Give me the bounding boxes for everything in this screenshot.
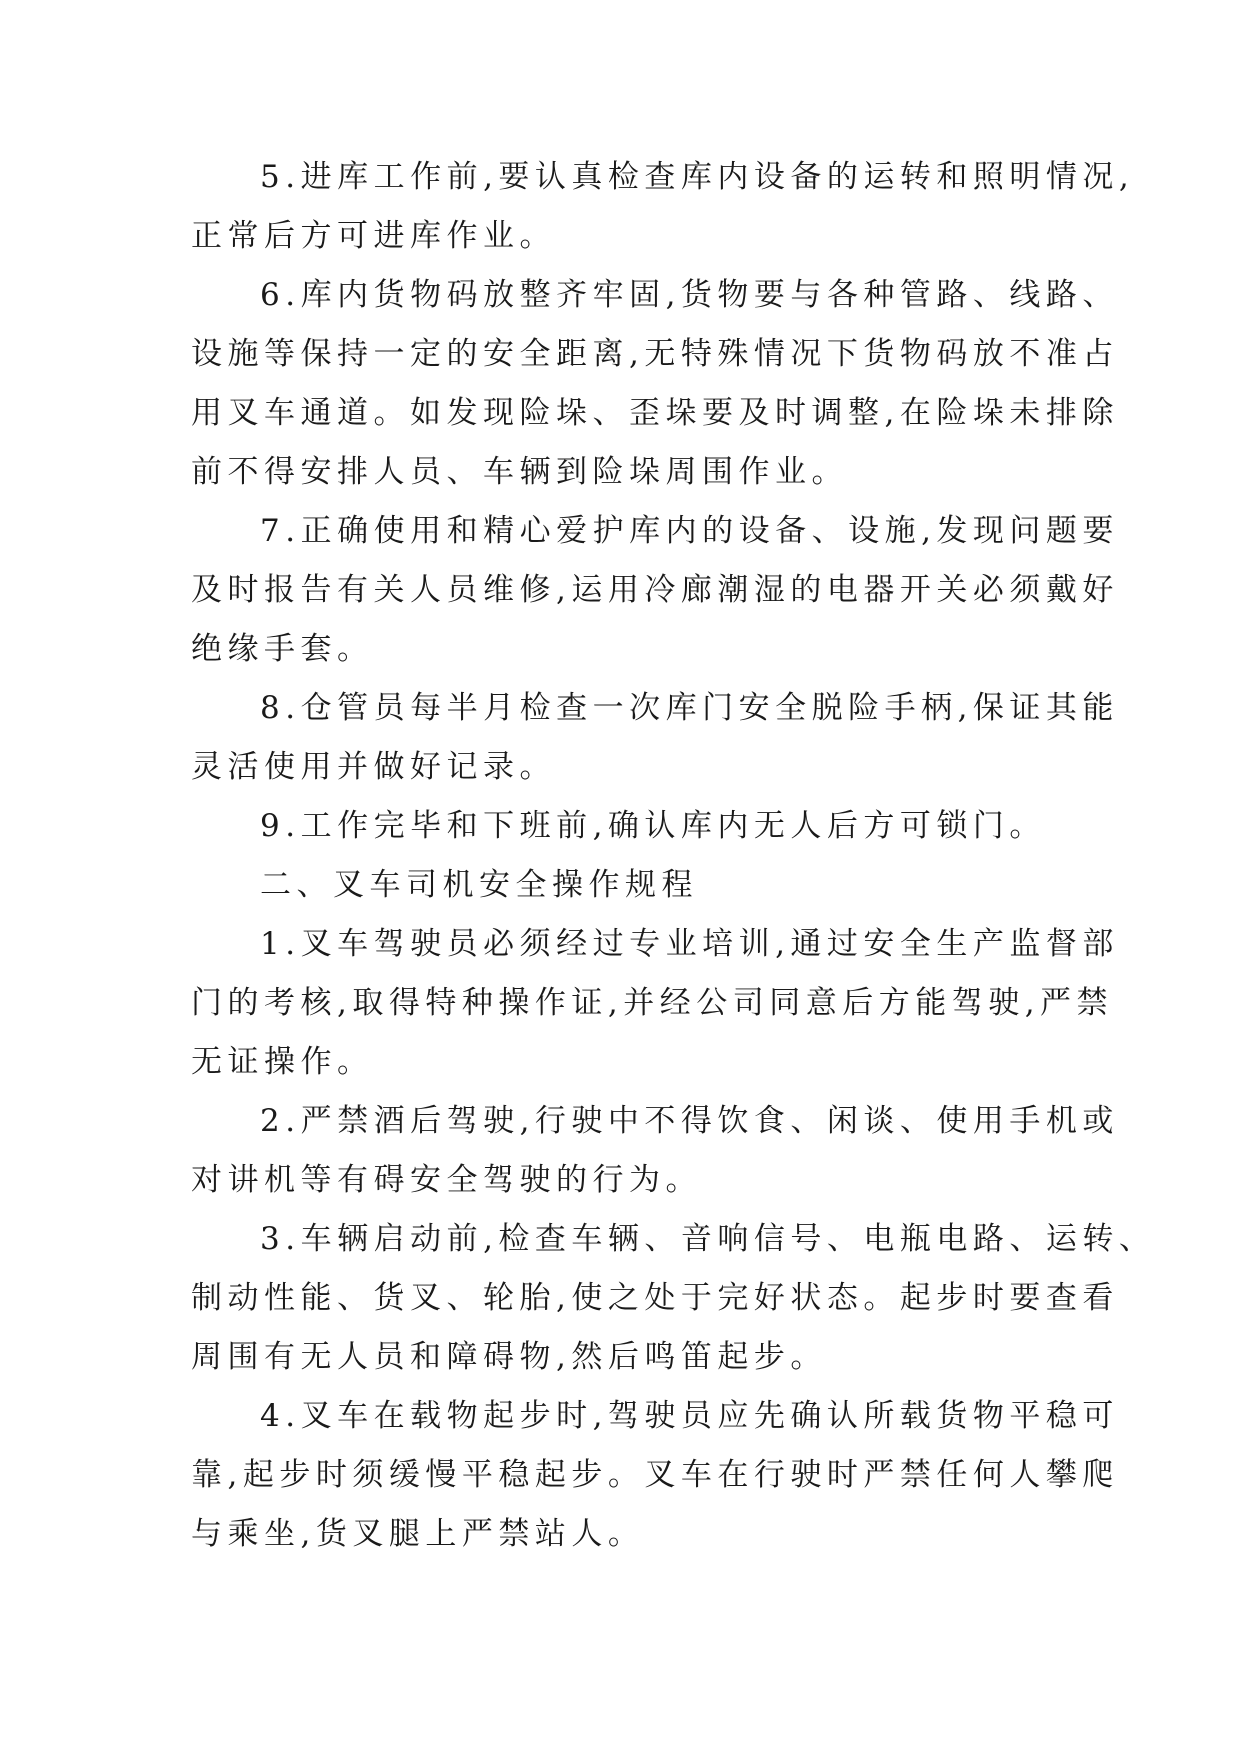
- paragraph-line: 靠,起步时须缓慢平稳起步。叉车在行驶时严禁任何人攀爬: [191, 1457, 1119, 1493]
- paragraph-line: 设施等保持一定的安全距离,无特殊情况下货物码放不准占: [191, 336, 1119, 372]
- paragraph-line: 对讲机等有碍安全驾驶的行为。: [191, 1162, 702, 1198]
- section-heading: 二、叉车司机安全操作规程: [260, 867, 698, 903]
- paragraph-line: 前不得安排人员、车辆到险垛周围作业。: [191, 454, 848, 490]
- paragraph-line: 正常后方可进库作业。: [191, 218, 556, 254]
- paragraph-line: 与乘坐,货叉腿上严禁站人。: [191, 1516, 645, 1552]
- paragraph-line: 5.进库工作前,要认真检查库内设备的运转和照明情况,: [260, 159, 1135, 195]
- paragraph-line: 4.叉车在载物起步时,驾驶员应先确认所载货物平稳可: [260, 1398, 1119, 1434]
- paragraph-line: 门的考核,取得特种操作证,并经公司同意后方能驾驶,严禁: [191, 985, 1114, 1021]
- paragraph-line: 用叉车通道。如发现险垛、歪垛要及时调整,在险垛未排除: [191, 395, 1119, 431]
- paragraph-line: 周围有无人员和障碍物,然后鸣笛起步。: [191, 1339, 827, 1375]
- paragraph-line: 2.严禁酒后驾驶,行驶中不得饮食、闲谈、使用手机或: [260, 1103, 1119, 1139]
- paragraph-line: 9.工作完毕和下班前,确认库内无人后方可锁门。: [260, 808, 1046, 844]
- paragraph-line: 1.叉车驾驶员必须经过专业培训,通过安全生产监督部: [260, 926, 1119, 962]
- paragraph-line: 灵活使用并做好记录。: [191, 749, 556, 785]
- paragraph-line: 及时报告有关人员维修,运用冷廊潮湿的电器开关必须戴好: [191, 572, 1119, 608]
- paragraph-line: 无证操作。: [191, 1044, 374, 1080]
- paragraph-line: 7.正确使用和精心爱护库内的设备、设施,发现问题要: [260, 513, 1119, 549]
- paragraph-line: 绝缘手套。: [191, 631, 374, 667]
- document-body: [191, 148, 1156, 1564]
- paragraph-line: 制动性能、货叉、轮胎,使之处于完好状态。起步时要查看: [191, 1280, 1119, 1316]
- paragraph-line: 3.车辆启动前,检查车辆、音响信号、电瓶电路、运转、: [260, 1221, 1156, 1257]
- paragraph-line: 6.库内货物码放整齐牢固,货物要与各种管路、线路、: [260, 277, 1119, 313]
- paragraph-line: 8.仓管员每半月检查一次库门安全脱险手柄,保证其能: [260, 690, 1119, 726]
